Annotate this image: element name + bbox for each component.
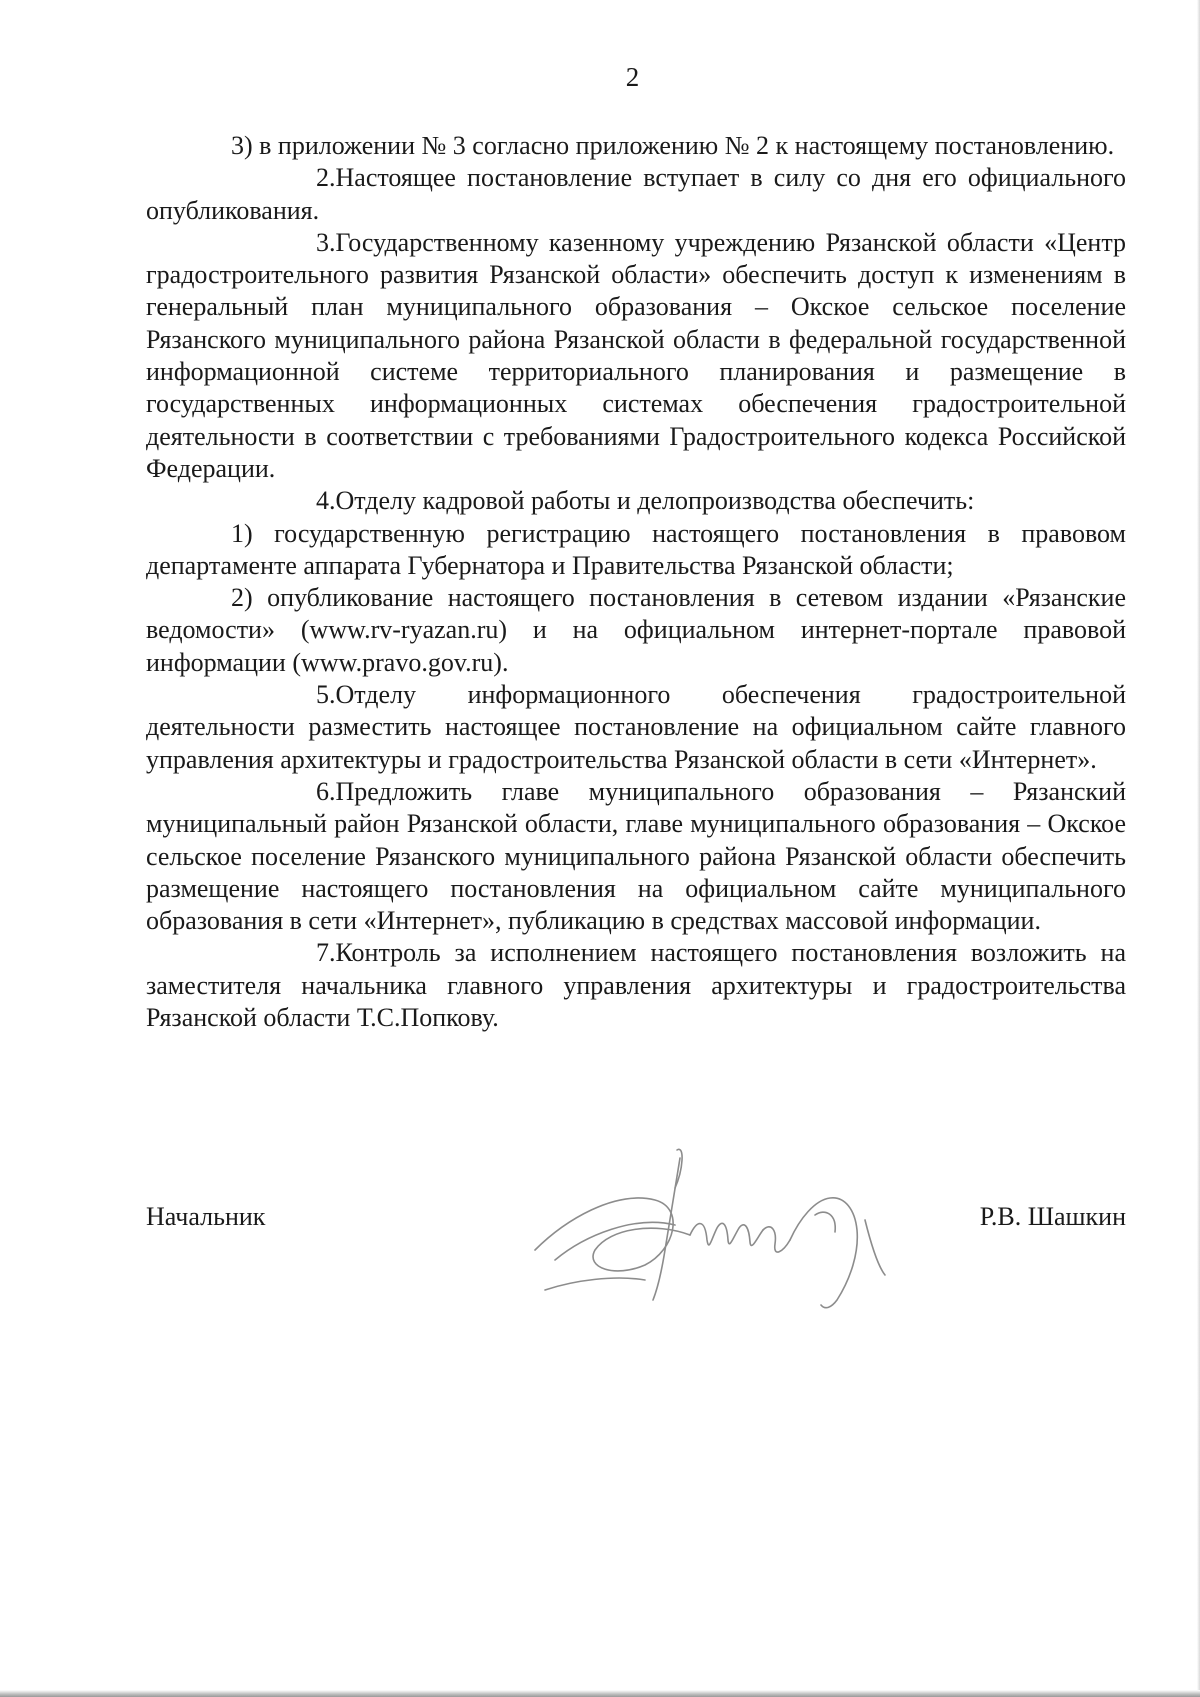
paragraph-text: Предложить главе муниципального образования – Рязанский муниципальный район Рязанской области, главе муниципального образования – Окское сельское поселение Рязанского муниципального района Рязанской области обеспечить размещение настоящего постановления на официальном сайте муниципального образования в сети «Интернет», публикацию в средствах массовой информации. [146,776,1126,936]
paragraph-number: 5. [316,680,336,710]
paragraph-number: 7. [316,938,336,968]
paragraph-text: 3) в приложении № 3 согласно приложению № 2 к настоящему постановлению. [231,131,1115,160]
paragraph-number: 3. [316,227,336,257]
paragraph-sub-3 [146,130,1126,162]
paragraph-number: 6. [316,776,336,806]
paragraph-4 [146,485,1126,517]
paragraph-4-1 [146,518,1126,583]
signatory-title: Начальник [146,1202,266,1231]
paragraph-text: 2) опубликование настоящего постановления в сетевом издании «Рязанские ведомости» (www.rv-ryazan.ru) и на официальном интернет-портале правовой информации (www.pravo.gov.ru). [146,583,1126,677]
paragraph-5 [146,679,1126,776]
signature-block [146,1202,1126,1302]
scan-edge-bottom [0,1690,1200,1697]
signatory-name: Р.В. Шашкин [979,1202,1126,1231]
paragraph-text: 1) государственную регистрацию настоящего постановления в правовом департаменте аппарата Губернатора и Правительства Рязанской области; [146,518,1126,580]
paragraph-text: Государственному казенному учреждению Рязанской области «Центр градостроительного развития Рязанской области» обеспечить доступ к изменениям в генеральный план муниципального образования – Окское сельское поселение Рязанского муниципального района Рязанской области в федеральной государственной информационной системе территориального планирования и размещение в государственных информационных системах обеспечения градостроительной деятельности в соответствии с требованиями Градостроительного кодекса Российской Федерации. [146,227,1126,483]
paragraph-text: Отделу информационного обеспечения градостроительной деятельности разместить настоящее постановление на официальном сайте главного управления архитектуры и градостроительства Рязанской области в сети «Интернет». [146,680,1126,774]
page-number: 2 [625,62,640,92]
paragraph-2 [146,162,1126,227]
paragraph-text: Настоящее постановление вступает в силу со дня его официального опубликования. [146,163,1126,225]
paragraph-4-2 [146,582,1126,679]
paragraph-3 [146,227,1126,485]
paragraph-7 [146,937,1126,1034]
paragraph-6 [146,776,1126,937]
paragraph-number: 2. [316,163,336,193]
paragraph-text: Отделу кадровой работы и делопроизводства обеспечить: [335,486,975,516]
paragraph-number: 4. [316,486,336,516]
document-body [146,130,1126,1034]
paragraph-text: Контроль за исполнением настоящего постановления возложить на заместителя начальника главного управления архитектуры и градостроительства Рязанской области Т.С.Попкову. [146,938,1126,1033]
